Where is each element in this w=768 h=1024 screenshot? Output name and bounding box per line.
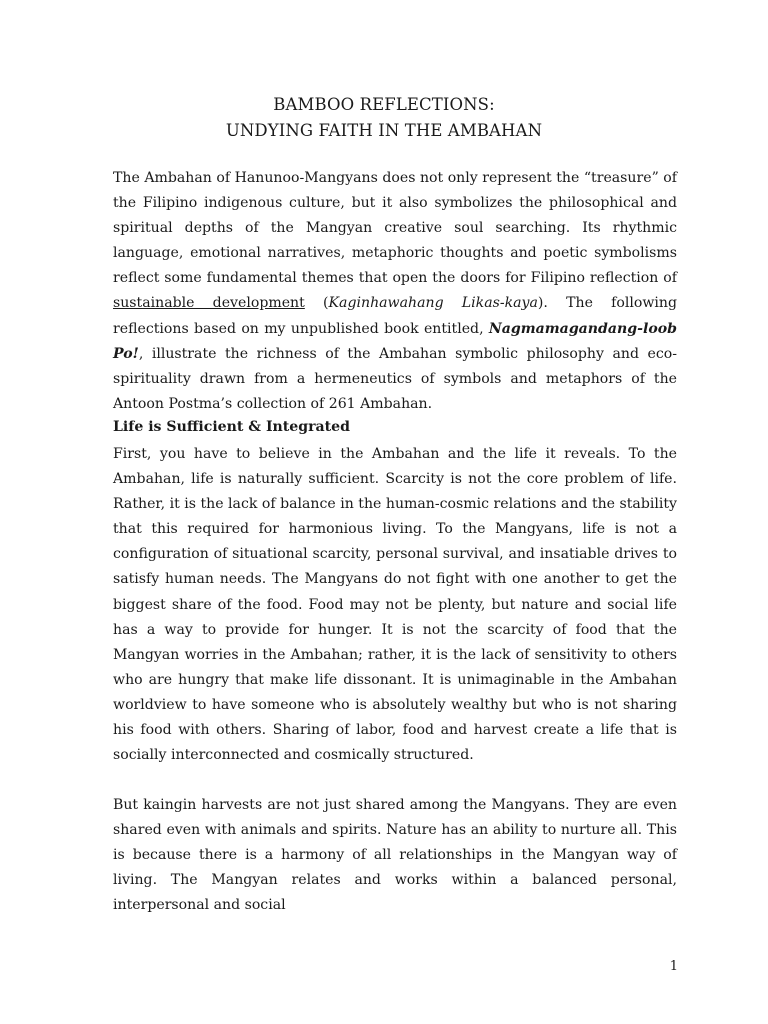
intro-text-2: (: [304, 295, 329, 312]
body-paragraph-1: First, you have to believe in the Ambahan and the life it reveals. To the Ambahan, life is naturally sufficient. Scarcity is not the core problem of life. Rather, it is the lack of balance in the human-cosmic relations and the stability that this required for harmonious living. To the Mangyans, life is not a configuration of situational scarcity, personal survival, and insatiable drives to satisfy human needs. The Mangyans do not fight with one another to get the biggest share of the food. Food may not be plenty, but nature and social life has a way to provide for hunger. It is not the scarcity of food that the Mangyan worries in the Ambahan; rather, it is the lack of sensitivity to others who are hungry that make life dissonant. It is unimaginable in the Ambahan worldview to have someone who is absolutely wealthy but who is not sharing his food with others. Sharing of labor, food and harvest create a life that is socially interconnected and cosmically structured.: [113, 446, 677, 764]
intro-text-3: ). The following reflections based on my unpublished book entitled,: [113, 295, 678, 337]
page-number: 1: [669, 959, 678, 974]
body-paragraph-2: But kaingin harvests are not just shared among the Mangyans. They are even shared even with animals and spirits. Nature has an ability to nurture all. This is because there is a harmony of all relationships in the Mangyan way of living. The Mangyan relates and works within a balanced personal, interpersonal and social: [113, 797, 677, 914]
sustainable-development-term: sustainable development: [113, 295, 305, 312]
document-title-line-2: UNDYING FAITH IN THE AMBAHAN: [225, 121, 543, 140]
intro-paragraph: [113, 166, 677, 417]
intro-text-1: The Ambahan of Hanunoo-Mangyans does not only represent the “treasure” of the Filipino indigenous culture, but it also symbolizes the philosophical and spiritual depths of the Mangyan creative soul searching. Its rhythmic language, emotional narratives, metaphoric thoughts and poetic symbolisms reflect some fundamental themes that open the doors for Filipino reflection of: [113, 170, 677, 287]
filipino-term: Kaginhawahang Likas-kaya: [328, 295, 538, 312]
section-heading: Life is Sufficient & Integrated: [113, 419, 350, 435]
document-title-line-1: BAMBOO REFLECTIONS:: [273, 95, 495, 114]
intro-text-4: , illustrate the richness of the Ambahan symbolic philosophy and eco-spirituality drawn from a hermeneutics of symbols and metaphors of the Antoon Postma’s collection of 261 Ambahan.: [113, 345, 677, 412]
book-title: Nagmamagandang-loob Po!: [113, 320, 677, 362]
